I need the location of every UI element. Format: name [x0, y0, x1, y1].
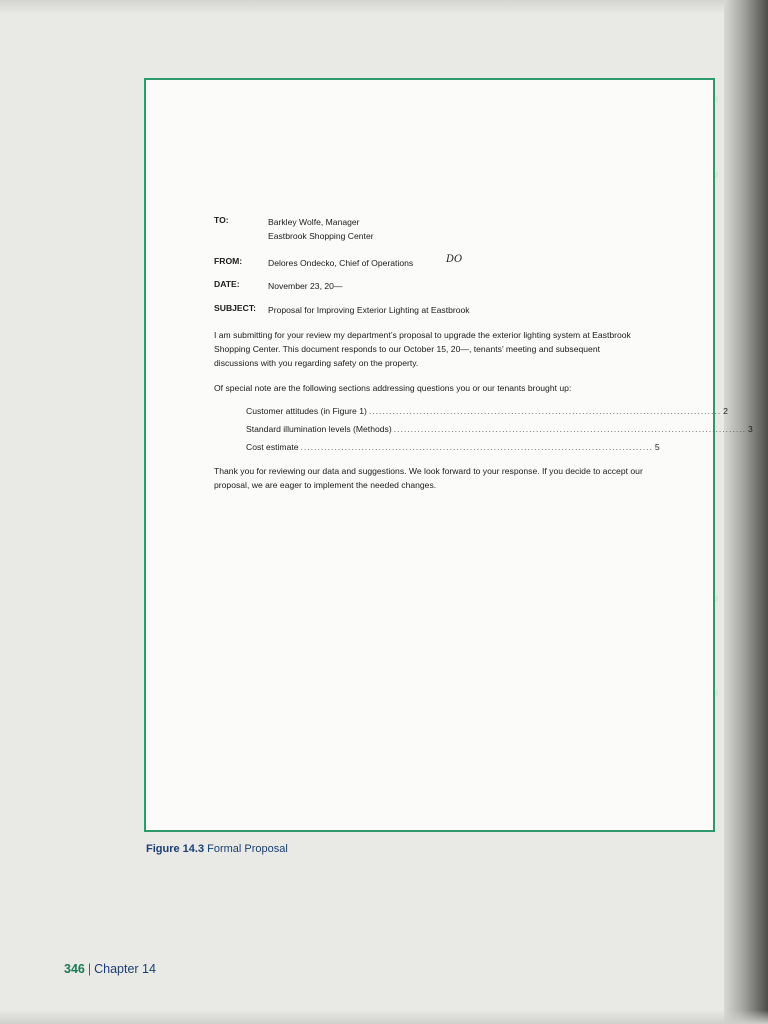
memo-from-label: FROM:	[214, 256, 243, 266]
page-footer	[64, 962, 156, 976]
memo-initials: DO	[446, 254, 463, 265]
list-item-label: Customer attitudes (in Figure 1)	[246, 406, 367, 416]
dot-leader: ........................................................................................................	[368, 406, 722, 416]
list-item-label: Standard illumination levels (Methods)	[246, 424, 392, 434]
folio-separator: |	[87, 962, 92, 976]
memo-to-line: Barkley Wolfe, Manager	[268, 217, 360, 227]
memo-section-list	[246, 402, 753, 456]
chapter-label: Chapter 14	[94, 962, 156, 976]
figure-caption	[146, 843, 288, 855]
list-item	[246, 438, 660, 456]
memo-to-label: TO:	[214, 215, 229, 225]
binding-shadow	[724, 0, 768, 1024]
figure-title: Formal Proposal	[207, 843, 288, 855]
memo-subject-label: SUBJECT:	[214, 303, 257, 313]
memo-note-paragraph: Of special note are the following sections addressing questions you or our tenants brought up:	[214, 383, 572, 393]
memo-to-value	[268, 215, 374, 243]
page-bottom-shade	[0, 1010, 768, 1024]
memo-subject-value: Proposal for Improving Exterior Lighting at Eastbrook	[268, 305, 470, 315]
page-top-shade	[0, 0, 768, 14]
list-item-label: Cost estimate	[246, 442, 299, 452]
list-item-page: 5	[654, 442, 660, 452]
dot-leader: ........................................................................................................	[393, 424, 746, 434]
memo-intro-paragraph: I am submitting for your review my department’s proposal to upgrade the exterior lighting system at Eastbrook Shopping Center. This document responds to our October 15, 20—, tenants’ meeting and subsequent discussions with you regarding safety on the property.	[214, 330, 631, 368]
list-item-page: 3	[748, 424, 753, 434]
list-item	[246, 402, 728, 420]
memo-from-value: Delores Ondecko, Chief of Operations	[268, 258, 414, 268]
page-number: 346	[64, 962, 85, 976]
memo-to-line: Eastbrook Shopping Center	[268, 231, 374, 241]
list-item	[246, 420, 753, 438]
list-item-page: 2	[723, 406, 728, 416]
memo-date-value: November 23, 20—	[268, 281, 343, 291]
memo-date-label: DATE:	[214, 279, 240, 289]
dot-leader: ........................................................................................................	[300, 442, 653, 452]
memo-closing-paragraph: Thank you for reviewing our data and suggestions. We look forward to your response. If you decide to accept our proposal, we are eager to implement the needed changes.	[214, 466, 643, 490]
memo-frame	[144, 78, 753, 832]
figure-label: Figure 14.3	[146, 843, 205, 855]
